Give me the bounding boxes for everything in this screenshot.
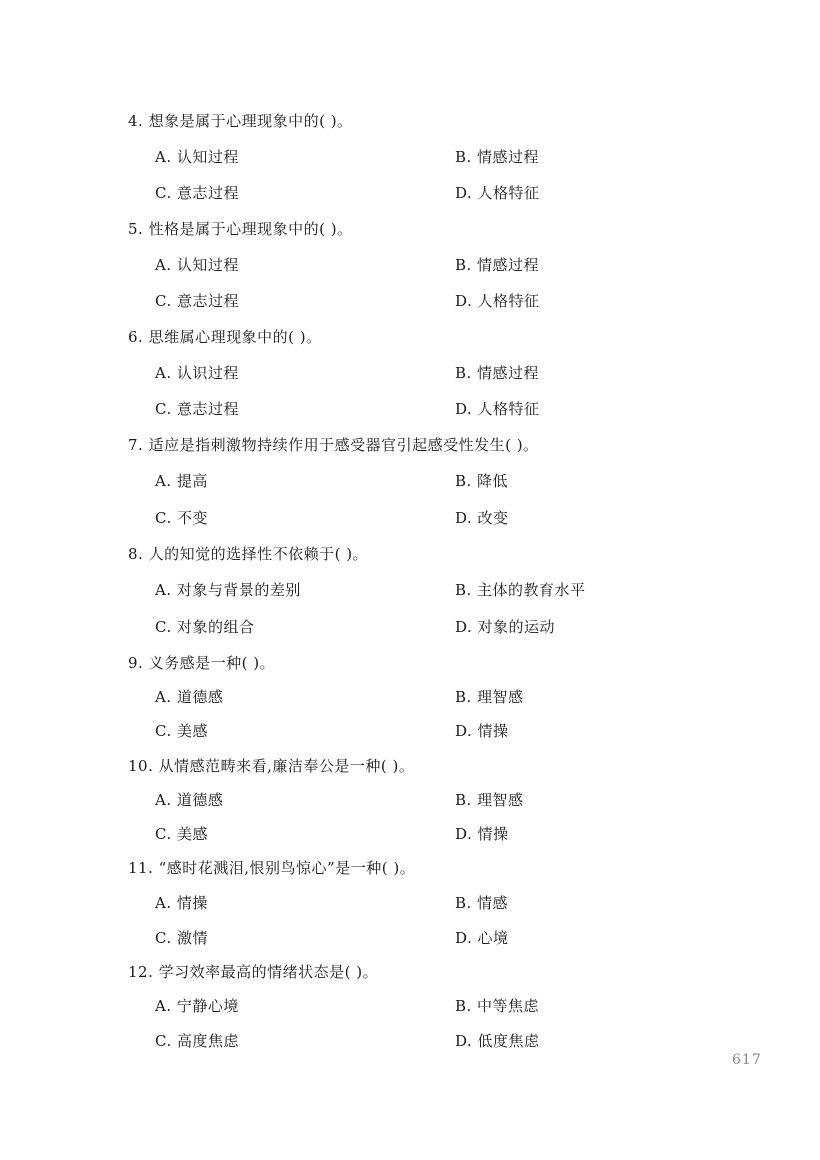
q12-option-d: D. 低度焦虑: [455, 1032, 540, 1050]
q7-option-b: B. 降低: [455, 472, 509, 490]
page-number: 617: [732, 1052, 762, 1068]
q6-option-d: D. 人格特征: [455, 400, 540, 418]
q8-option-d: D. 对象的运动: [455, 618, 556, 636]
question-10: 10. 从情感范畴来看,廉洁奉公是一种( )。: [128, 757, 415, 775]
q11-option-b: B. 情感: [455, 894, 509, 912]
q7-option-c: C. 不变: [155, 509, 208, 527]
q6-option-b: B. 情感过程: [455, 364, 540, 382]
q10-option-d: D. 情操: [455, 825, 509, 843]
q8-option-a: A. 对象与背景的差别: [155, 581, 301, 599]
q12-option-c: C. 高度焦虑: [155, 1032, 239, 1050]
question-9: 9. 义务感是一种( )。: [128, 654, 276, 672]
question-5: 5. 性格是属于心理现象中的( )。: [128, 220, 353, 238]
q8-option-b: B. 主体的教育水平: [455, 581, 586, 599]
question-11: 11. “感时花溅泪,恨别鸟惊心”是一种( )。: [128, 859, 416, 877]
q6-option-c: C. 意志过程: [155, 400, 239, 418]
q9-option-b: B. 理智感: [455, 688, 524, 706]
question-12: 12. 学习效率最高的情绪状态是( )。: [128, 963, 379, 981]
q4-option-b: B. 情感过程: [455, 148, 540, 166]
q11-option-c: C. 激情: [155, 929, 208, 947]
q10-option-c: C. 美感: [155, 825, 208, 843]
q11-option-a: A. 情操: [155, 894, 208, 912]
q5-option-d: D. 人格特征: [455, 292, 540, 310]
q4-option-d: D. 人格特征: [455, 184, 540, 202]
question-8: 8. 人的知觉的选择性不依赖于( )。: [128, 545, 369, 563]
q8-option-c: C. 对象的组合: [155, 618, 255, 636]
q7-option-a: A. 提高: [155, 472, 208, 490]
q11-option-d: D. 心境: [455, 929, 509, 947]
q5-option-b: B. 情感过程: [455, 256, 540, 274]
q4-option-c: C. 意志过程: [155, 184, 239, 202]
q9-option-d: D. 情操: [455, 722, 509, 740]
q7-option-d: D. 改变: [455, 509, 509, 527]
q5-option-a: A. 认知过程: [155, 256, 239, 274]
q10-option-a: A. 道德感: [155, 791, 224, 809]
q12-option-b: B. 中等焦虑: [455, 997, 540, 1015]
q9-option-c: C. 美感: [155, 722, 208, 740]
q12-option-a: A. 宁静心境: [155, 997, 239, 1015]
q9-option-a: A. 道德感: [155, 688, 224, 706]
question-7: 7. 适应是指刺激物持续作用于感受器官引起感受性发生( )。: [128, 436, 539, 454]
q10-option-b: B. 理智感: [455, 791, 524, 809]
q5-option-c: C. 意志过程: [155, 292, 239, 310]
q4-option-a: A. 认知过程: [155, 148, 239, 166]
question-4: 4. 想象是属于心理现象中的( )。: [128, 112, 353, 130]
q6-option-a: A. 认识过程: [155, 364, 239, 382]
question-6: 6. 思维属心理现象中的( )。: [128, 328, 322, 346]
